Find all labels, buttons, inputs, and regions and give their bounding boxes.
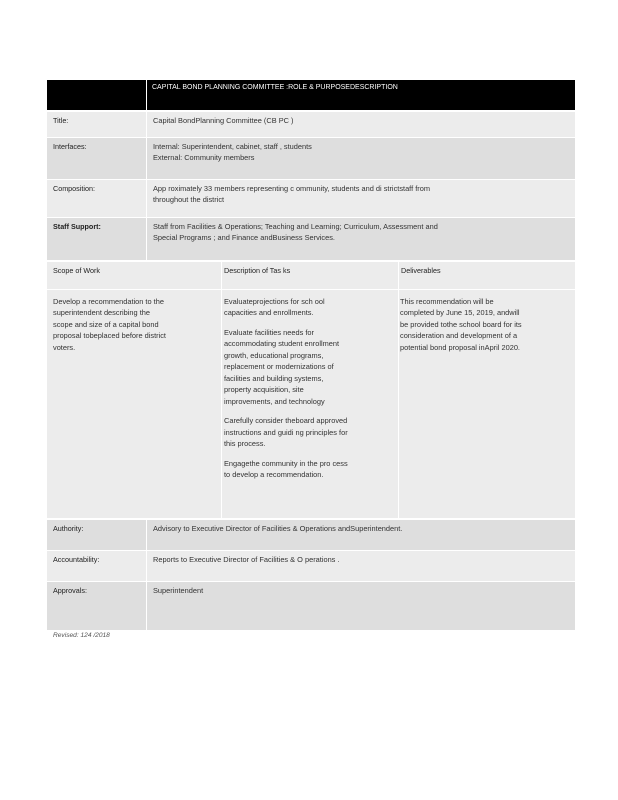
row-value-staff-support: Staff from Facilities & Operations; Teaching and Learning; Curriculum, Assessment and Special Programs ; and Finance andBusiness Services. bbox=[147, 218, 575, 260]
row-value-authority: Advisory to Executive Director of Facilities & Operations andSuperintendent. bbox=[147, 520, 575, 550]
row-value-accountability: Reports to Executive Director of Facilities & O perations . bbox=[147, 551, 575, 581]
tasks-list bbox=[224, 296, 394, 481]
row-label-accountability: Accountability: bbox=[47, 551, 146, 581]
row-value-composition: App roximately 33 members representing c ommunity, students and di strictstaff from throughout the district bbox=[147, 180, 575, 217]
deliverables-text: This recommendation will be completed by June 15, 2019, andwill be provided tothe school board for its consideration and development of a potential bond proposal inApril 2020. bbox=[400, 297, 522, 352]
row-label-interfaces: Interfaces: bbox=[47, 138, 146, 179]
column-header-deliverables: Deliverables bbox=[399, 262, 575, 289]
row-label-approvals: Approvals: bbox=[47, 582, 146, 630]
row-label-title: Title: bbox=[47, 112, 146, 137]
row-label-staff-support: Staff Support: bbox=[47, 218, 146, 260]
row-label-authority: Authority: bbox=[47, 520, 146, 550]
task-item: Engagethe community in the pro cess to develop a recommendation. bbox=[224, 458, 348, 480]
task-item: Evaluateprojections for sch ool capacities and enrollments. bbox=[224, 297, 325, 318]
row-value-interfaces: Internal: Superintendent, cabinet, staff , students External: Community members bbox=[147, 138, 575, 179]
revised-date: Revised: 124 /2018 bbox=[53, 632, 110, 639]
task-item: Evaluate facilities needs for accommodating student enrollment growth, educational programs, replacement or modernizations of facilities and building systems, property acquisition, site improvements, and technology bbox=[224, 327, 340, 406]
row-value-approvals: Superintendent bbox=[147, 582, 575, 630]
header-left-cell bbox=[47, 80, 146, 110]
scope-of-work-text: Develop a recommendation to the superintendent describing the scope and size of a capital bond proposal tobeplaced before district voters. bbox=[53, 297, 166, 352]
column-divider bbox=[221, 262, 222, 518]
column-header-tasks: Description of Tas ks bbox=[222, 262, 398, 289]
document-title: CAPITAL BOND PLANNING COMMITTEE :ROLE & PURPOSEDESCRIPTION bbox=[147, 80, 575, 110]
column-header-scope: Scope of Work bbox=[47, 262, 221, 289]
row-label-composition: Composition: bbox=[47, 180, 146, 217]
task-item: Carefully consider theboard approved instructions and guidi ng principles for this process. bbox=[224, 416, 348, 449]
column-divider bbox=[398, 262, 399, 518]
row-value-title: Capital BondPlanning Committee (CB PC ) bbox=[147, 112, 575, 137]
